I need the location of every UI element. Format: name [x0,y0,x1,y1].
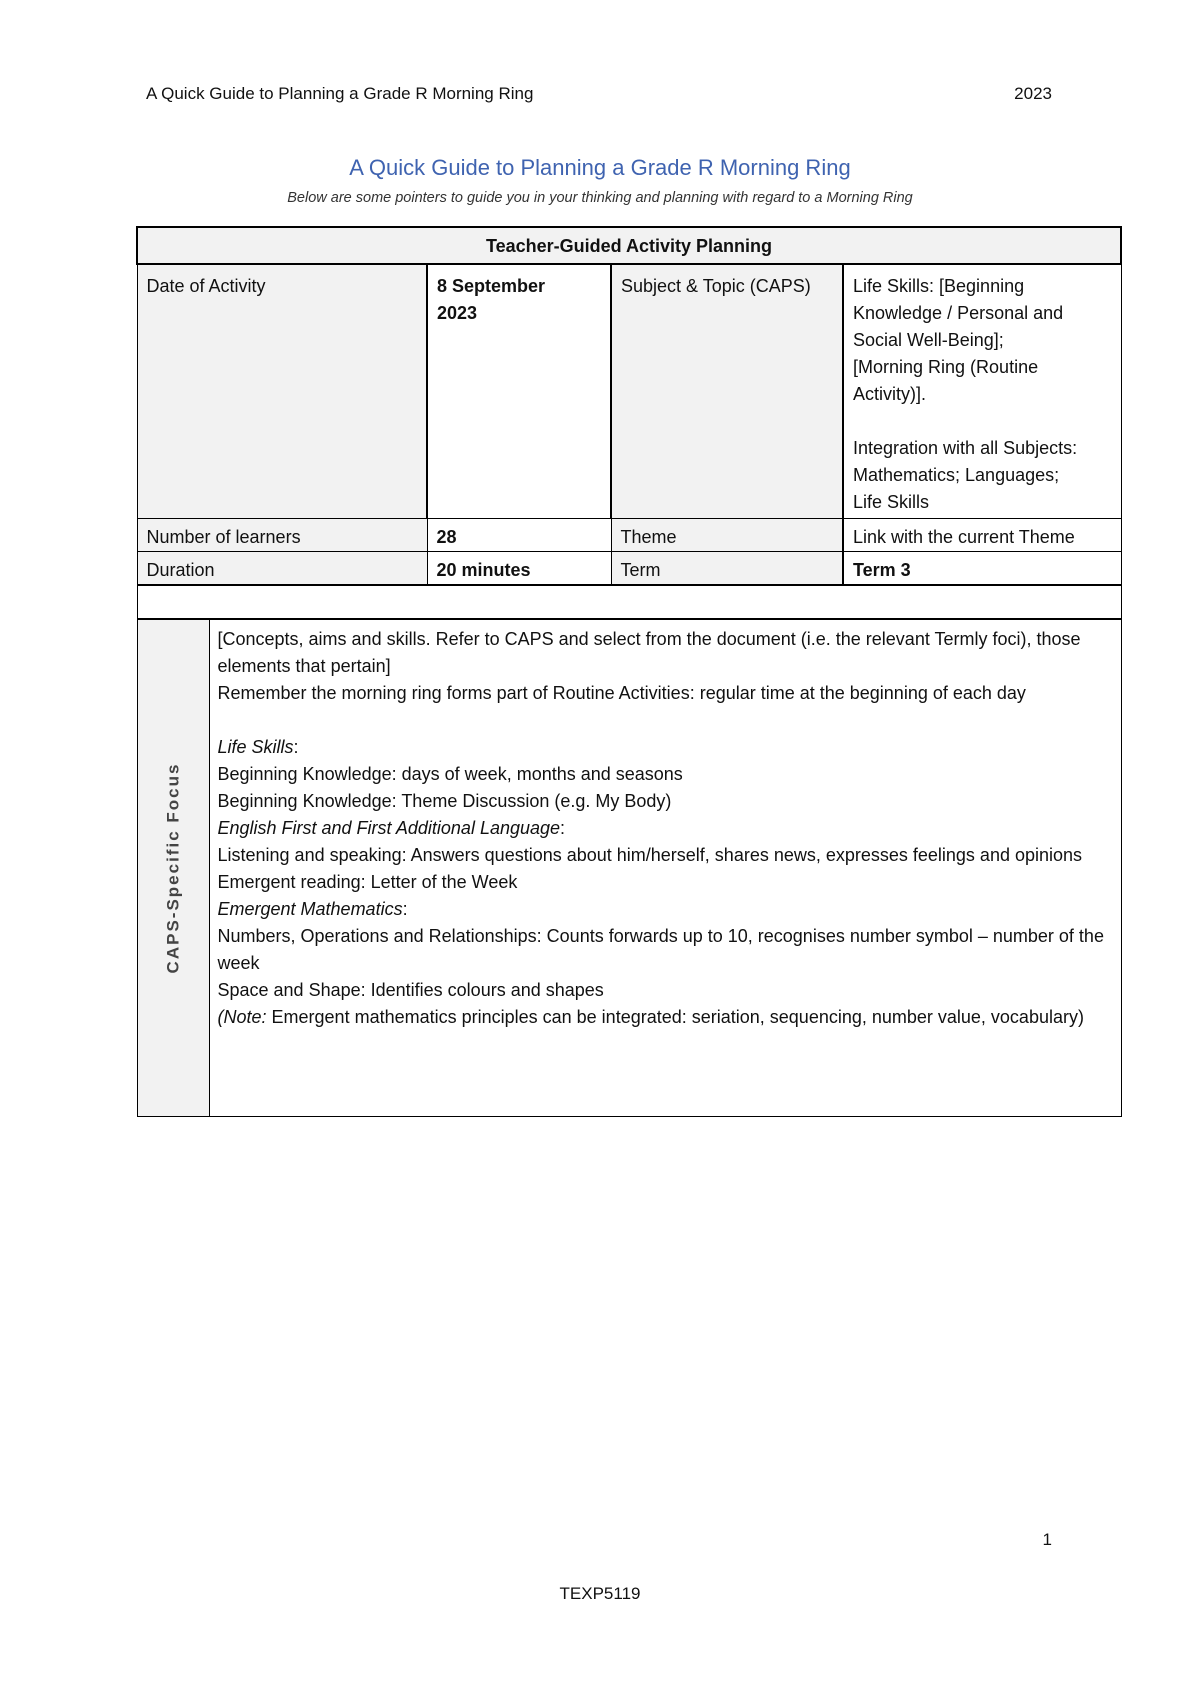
language-heading-line: English First and First Additional Language: [217,818,566,838]
duration-label: Duration [137,552,427,586]
date-value [427,264,611,519]
life-skills-item: Beginning Knowledge: days of week, months and seasons [217,764,683,784]
focus-intro-1: [Concepts, aims and skills. Refer to CAPS and select from the document (i.e. the relevant Termly foci), those elements that pertain] [217,629,1081,676]
life-skills-heading-line: Life Skills: [217,737,299,757]
theme-label: Theme [611,519,843,552]
maths-item: Numbers, Operations and Relationships: Counts forwards up to 10, recognises number symbol – number of the week [217,926,1104,973]
maths-item: Space and Shape: Identifies colours and shapes [217,980,604,1000]
maths-heading: Emergent Mathematics [217,899,403,919]
page-subtitle: Below are some pointers to guide you in your thinking and planning with regard to a Morning Ring [287,190,913,206]
duration-value: 20 minutes [427,552,611,586]
caps-focus-label [137,619,209,1117]
subject-value [843,264,1121,519]
subject-label: Subject & Topic (CAPS) [611,264,843,519]
activity-planning-table [136,226,1122,1117]
language-item: Listening and speaking: Answers questions about him/herself, shares news, expresses feelings and opinions [217,845,1083,865]
life-skills-item: Beginning Knowledge: Theme Discussion (e.g. My Body) [217,791,672,811]
maths-heading-line: Emergent Mathematics: [217,899,408,919]
note-line [218,1004,1113,1031]
subject-line: Life Skills [853,492,930,512]
subject-line [853,408,1112,435]
theme-value: Link with the current Theme [843,519,1121,552]
learners-value: 28 [427,519,611,552]
subject-line: Life Skills: [Beginning [853,276,1025,296]
language-item: Emergent reading: Letter of the Week [217,872,518,892]
term-label: Term [611,552,843,586]
subject-line: Activity)]. [853,384,927,404]
language-heading: English First and First Additional Language [217,818,561,838]
note-text: Emergent mathematics principles can be integrated: seriation, sequencing, number value, vocabulary) [266,1007,1084,1027]
page-title: A Quick Guide to Planning a Grade R Morning Ring [349,155,851,180]
date-value-line1: 8 September [437,276,546,296]
life-skills-heading: Life Skills [217,737,294,757]
focus-blank [218,707,1113,734]
subject-line: Social Well-Being]; [853,330,1004,350]
term-value: Term 3 [843,552,1121,586]
table-heading: Teacher-Guided Activity Planning [137,227,1121,264]
date-value-line2: 2023 [437,303,478,323]
running-header-year: 2023 [1014,84,1052,103]
focus-intro-2: Remember the morning ring forms part of Routine Activities: regular time at the beginning of each day [217,683,1026,703]
date-label: Date of Activity [137,264,427,519]
learners-label: Number of learners [137,519,427,552]
footer-code: TEXP5119 [559,1584,641,1603]
caps-focus-label-text: CAPS-Specific Focus [163,762,183,974]
page-number: 1 [1042,1530,1052,1549]
subject-line: [Morning Ring (Routine [853,357,1039,377]
caps-focus-content [209,619,1121,1117]
subject-line: Integration with all Subjects: [853,438,1078,458]
subject-line: Knowledge / Personal and [853,303,1064,323]
spacer-row [137,585,1121,619]
subject-line: Mathematics; Languages; [853,465,1060,485]
running-header-title: A Quick Guide to Planning a Grade R Morning Ring [146,84,534,103]
note-label: (Note: [217,1007,267,1027]
